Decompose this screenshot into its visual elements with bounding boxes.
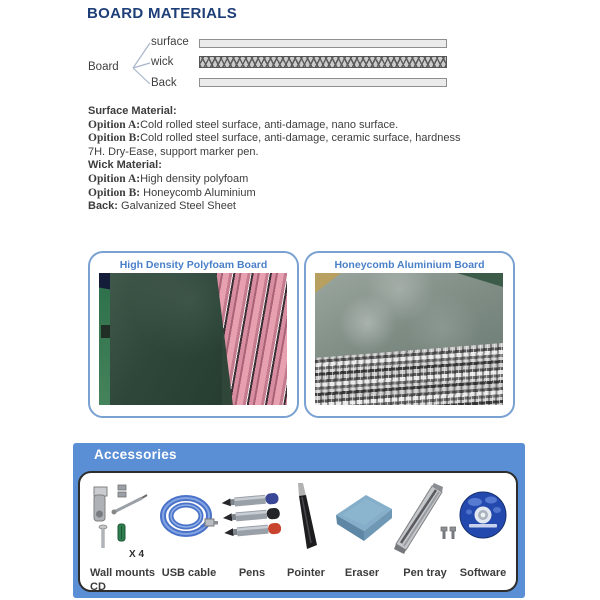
panel-title: High Density Polyfoam Board: [119, 259, 268, 271]
pen-tray-icon: [394, 483, 456, 555]
accessory-item-pens: [222, 479, 282, 591]
wick-layer-bar: [199, 56, 447, 68]
option-label: Opition A:: [88, 118, 141, 131]
accessory-label-cd: CD: [90, 581, 106, 593]
text-line: [88, 200, 522, 214]
pens-icon: [221, 491, 283, 544]
honeycomb-board-photo: [315, 273, 503, 405]
polyfoam-board-photo: [99, 273, 287, 405]
layer-label-back: Back: [151, 77, 177, 89]
software-cd-icon: [458, 489, 508, 543]
photo-background-object: [101, 325, 110, 338]
accessory-label: Pointer: [287, 567, 325, 579]
accessory-item-pen-tray: [394, 479, 456, 591]
layer-label-surface: surface: [151, 36, 189, 48]
wall-mounts-icon: [88, 483, 152, 549]
surface-layer-bar: [199, 39, 447, 48]
usb-cable-icon: [159, 491, 219, 543]
option-text: High density polyfoam: [140, 172, 249, 185]
option-text: Cold rolled steel surface, anti-damage, nano surface.: [140, 118, 399, 131]
accessory-label: Eraser: [344, 567, 380, 579]
section-heading: Wick Material:: [88, 159, 162, 172]
option-label: Opition B:: [88, 186, 141, 199]
accessory-item-software: [458, 479, 508, 591]
option-label: Opition B:: [88, 132, 141, 145]
text-line: [88, 119, 522, 133]
option-text: Cold rolled steel surface, anti-damage, ceramic surface, hardness: [140, 132, 461, 145]
diagram-root-label: Board: [88, 61, 119, 73]
accessories-header: Accessories: [94, 447, 177, 462]
polyfoam-photo-panel: [88, 251, 299, 418]
text-line: [88, 105, 522, 119]
accessory-label: Software: [459, 567, 507, 579]
panel-title: Honeycomb Aluminium Board: [334, 259, 485, 271]
honeycomb-photo-panel: [304, 251, 515, 418]
section-heading: Surface Material:: [88, 105, 177, 117]
accessory-item-usb-cable: [158, 479, 220, 591]
option-text: Honeycomb Aluminium: [140, 186, 256, 199]
accessory-item-wall-mounts: [86, 479, 154, 591]
wall-mounts-quantity: X 4: [129, 549, 145, 560]
layer-label-wick: wick: [151, 56, 174, 68]
materials-description: [88, 105, 522, 214]
accessory-item-eraser: [330, 479, 394, 591]
option-text: Galvanized Steel Sheet: [117, 200, 236, 213]
text-line: [88, 159, 522, 173]
accessories-box: [78, 471, 518, 592]
accessories-section: [73, 443, 525, 598]
accessory-item-pointer: [282, 479, 330, 591]
diagram-connector-lines: [80, 30, 160, 90]
accessory-label: Wall mounts: [90, 567, 155, 579]
page-title: BOARD MATERIALS: [87, 5, 238, 22]
eraser-icon: [330, 489, 396, 545]
text-line: [88, 146, 522, 160]
option-label: Opition A:: [88, 172, 141, 185]
section-heading: Back:: [88, 200, 118, 213]
photo-green-board: [110, 273, 222, 405]
accessory-label: USB cable: [161, 567, 217, 579]
text-line: [88, 187, 522, 201]
text-line: [88, 132, 522, 146]
back-layer-bar: [199, 78, 447, 87]
pointer-icon: [290, 483, 322, 555]
text-line: [88, 173, 522, 187]
accessory-label: Pen tray: [403, 567, 447, 579]
option-text: 7H. Dry-Ease, support marker pen.: [88, 145, 259, 158]
accessory-label: Pens: [238, 567, 266, 579]
